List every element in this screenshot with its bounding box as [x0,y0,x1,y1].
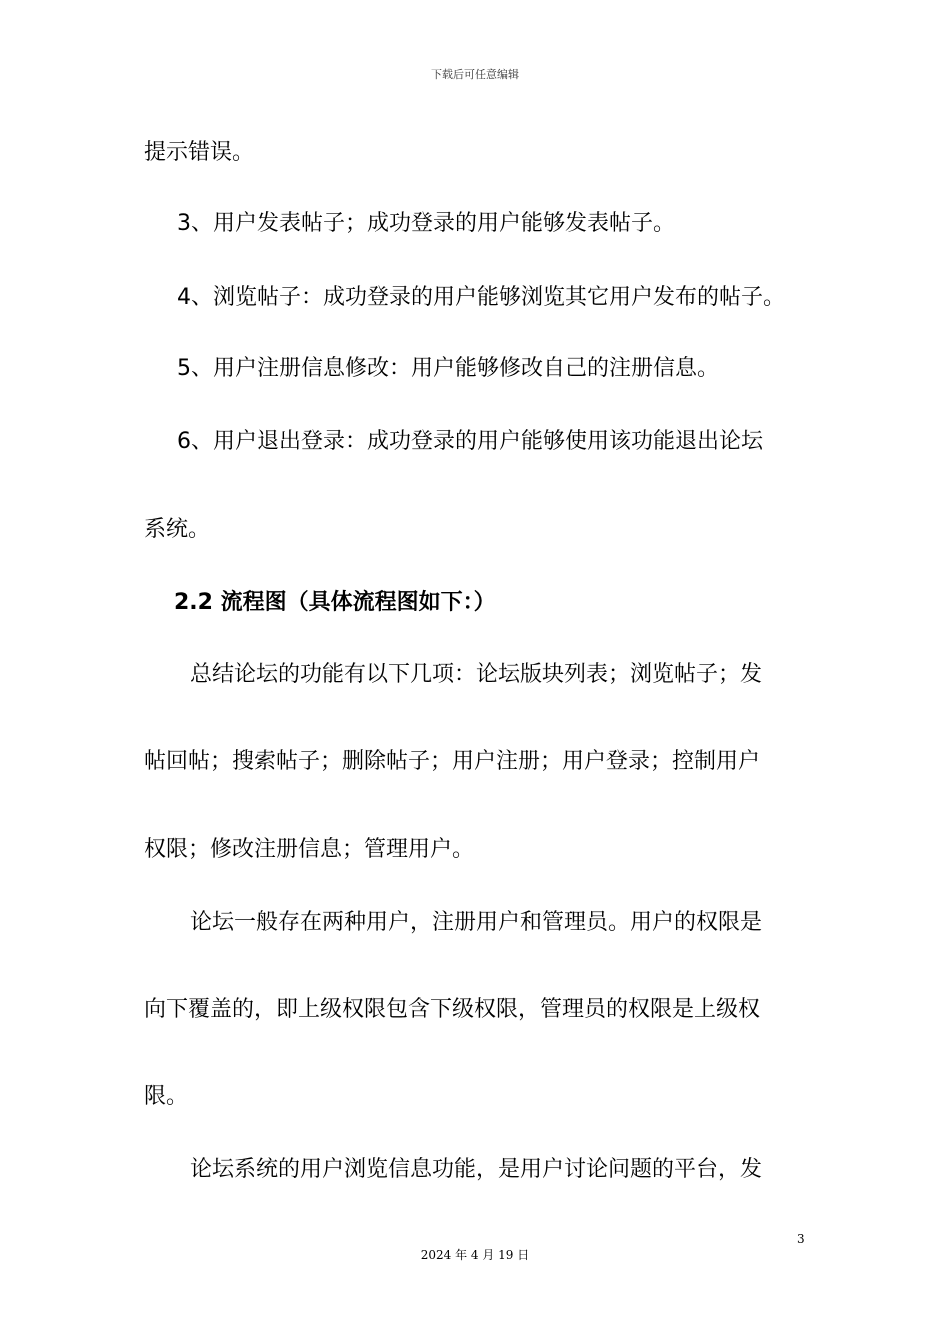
list-item: 3、用户发表帖子；成功登录的用户能够发表帖子。 [177,211,675,236]
footer-date: 2024 年 4 月 19 日 [420,1248,530,1262]
page-header: 下载后可任意编辑 [431,68,519,81]
paragraph-line: 权限；修改注册信息；管理用户。 [144,837,475,862]
list-item: 5、用户注册信息修改：用户能够修改自己的注册信息。 [177,356,719,381]
paragraph-line: 限。 [144,1084,189,1109]
paragraph-line: 向下覆盖的，即上级权限包含下级权限，管理员的权限是上级权 [144,997,761,1022]
paragraph-line: 论坛系统的用户浏览信息功能，是用户讨论问题的平台，发 [190,1157,763,1182]
page-number: 3 [797,1232,805,1246]
paragraph-line: 帖回帖；搜索帖子；删除帖子；用户注册；用户登录；控制用户 [144,749,761,774]
body-line: 提示错误。 [144,140,255,165]
list-item: 6、用户退出登录：成功登录的用户能够使用该功能退出论坛 [177,429,763,454]
body-line: 系统。 [144,517,211,542]
list-item: 4、浏览帖子：成功登录的用户能够浏览其它用户发布的帖子。 [177,285,785,310]
section-heading: 2.2 流程图（具体流程图如下：） [174,590,496,615]
paragraph-line: 总结论坛的功能有以下几项：论坛版块列表；浏览帖子；发 [190,662,763,687]
paragraph-line: 论坛一般存在两种用户，注册用户和管理员。用户的权限是 [190,910,763,935]
